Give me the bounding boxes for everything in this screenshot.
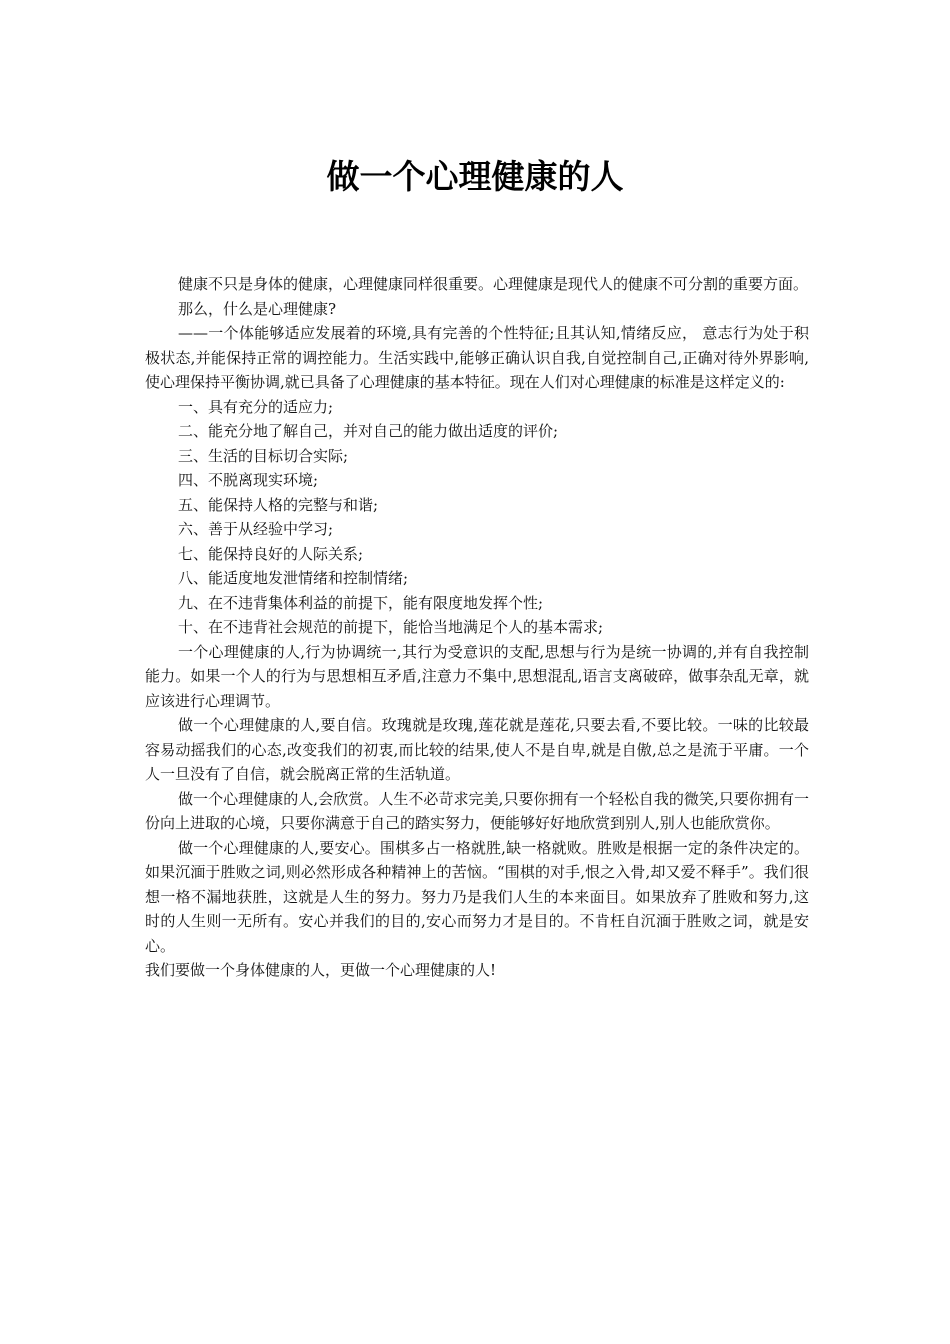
criteria-item-1: 一、具有充分的适应力; bbox=[178, 397, 334, 416]
closing-paragraph: 我们要做一个身体健康的人，更做一个心理健康的人! bbox=[145, 961, 497, 979]
criteria-item-3: 三、生活的目标切合实际; bbox=[178, 446, 349, 465]
behavior-paragraph: 一个心理健康的人,行为协调统一,其行为受意识的支配,思想与行为是统一协调的,并有自我控制能力。如果一个人的行为与思想相互矛盾,注意力不集中,思想混乱,语言支离破碎，做事杂乱无章，就应该进行心理调节。 bbox=[145, 642, 809, 710]
criteria-item-8: 八、能适度地发泄情绪和控制情绪; bbox=[178, 569, 409, 587]
definition-paragraph: ——一个体能够适应发展着的环境,具有完善的个性特征;且其认知,情绪反应， 意志行为处于积极状态,并能保持正常的调控能力。生活实践中,能够正确认识自我,自觉控制自己,正确对待外界影响,使心理保持平衡协调,就已具备了心理健康的基本特征。现在人们对心理健康的标准是这样定义的: bbox=[145, 324, 809, 391]
criteria-item-2: 二、能充分地了解自己，并对自己的能力做出适度的评价; bbox=[178, 422, 559, 440]
criteria-item-6: 六、善于从经验中学习; bbox=[178, 520, 334, 538]
document-title: 做一个心理健康的人 bbox=[326, 157, 624, 196]
criteria-item-7: 七、能保持良好的人际关系; bbox=[178, 544, 364, 563]
document-body bbox=[145, 272, 809, 983]
criteria-item-5: 五、能保持人格的完整与和谐; bbox=[178, 495, 379, 514]
appreciation-paragraph: 做一个心理健康的人,会欣赏。人生不必苛求完美,只要你拥有一个轻松自我的微笑,只要你拥有一份向上进取的心境，只要你满意于自己的踏实努力，便能够好好地欣赏到别人,别人也能欣赏你。 bbox=[145, 789, 809, 832]
criteria-item-9: 九、在不违背集体利益的前提下，能有限度地发挥个性; bbox=[178, 593, 544, 612]
question-paragraph: 那么，什么是心理健康? bbox=[178, 299, 337, 318]
intro-paragraph: 健康不只是身体的健康，心理健康同样很重要。心理健康是现代人的健康不可分割的重要方面。 bbox=[178, 275, 809, 293]
confidence-paragraph: 做一个心理健康的人,要自信。玫瑰就是玫瑰,莲花就是莲花,只要去看,不要比较。一味的比较最容易动摇我们的心态,改变我们的初衷,而比较的结果,使人不是自卑,就是自傲,总之是流于平庸。一个人一旦没有了自信，就会脱离正常的生活轨道。 bbox=[145, 716, 809, 783]
criteria-item-4: 四、不脱离现实环境; bbox=[178, 471, 319, 489]
criteria-item-10: 十、在不违背社会规范的前提下，能恰当地满足个人的基本需求; bbox=[178, 618, 604, 636]
peace-paragraph: 做一个心理健康的人,要安心。围棋多占一格就胜,缺一格就败。胜败是根据一定的条件决定的。如果沉湎于胜败之词,则必然形成各种精神上的苦恼。“围棋的对手,恨之入骨,却又爱不释手”。我们很想一格不漏地获胜，这就是人生的努力。努力乃是我们人生的本来面目。如果放弃了胜败和努力,这时的人生则一无所有。安心并我们的目的,安心而努力才是目的。不肯枉自沉湎于胜败之词，就是安心。 bbox=[145, 838, 809, 955]
